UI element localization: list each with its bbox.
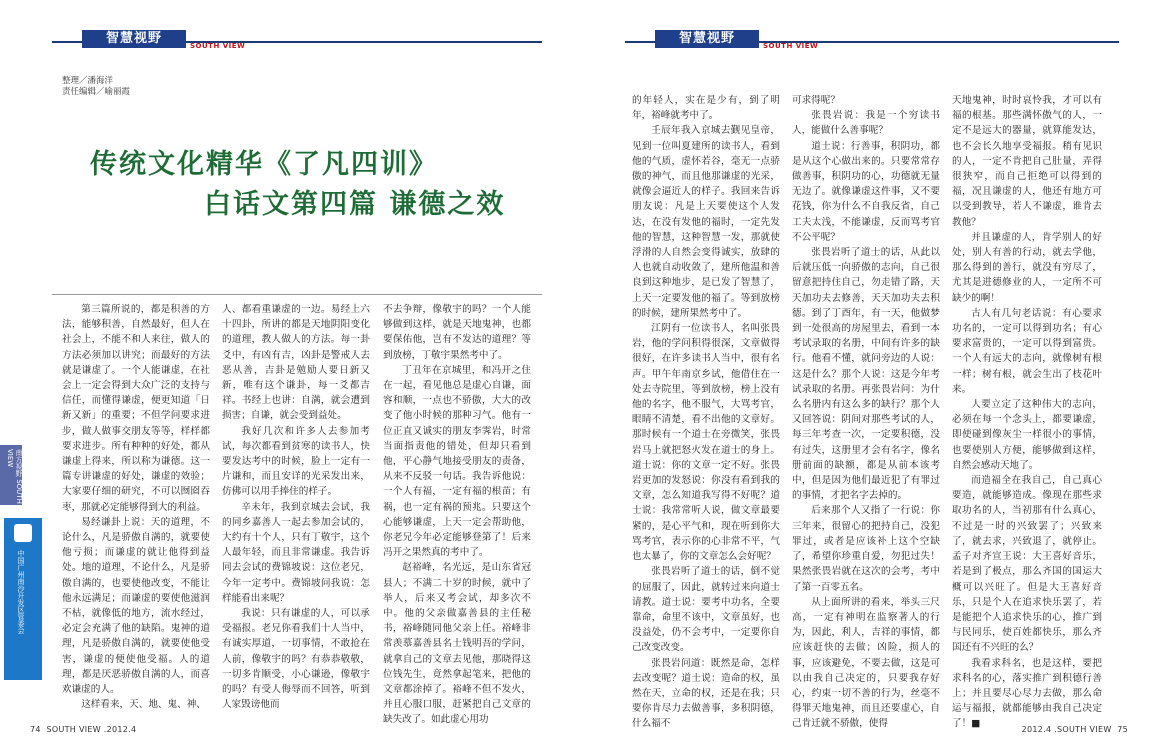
left-folio	[30, 725, 136, 734]
paragraph: 我看求科名，也是这样，要把求科名的心，落实推广到积德行善上；并且要尽心尽力去做，那么命运与福报，就都能够由我自己决定了！■	[952, 657, 1102, 730]
paragraph: 可求得呢？	[792, 95, 840, 106]
right-column-2	[792, 93, 940, 730]
sponsor-logo-icon	[14, 524, 32, 542]
article-title-line1: 传统文化精华《了凡四训》	[90, 149, 438, 180]
paragraph: 天地鬼神，时时哀怜我，才可以有福的根基。那些满怀傲气的人，一定不是远大的器量，就算能发达，也不会长久地享受福报。稍有见识的人，一定不肯把自己肚量，弄得很狭窄，而自己拒绝可以得到的福，况且谦虚的人，他还有地方可以受到教导，若人不谦虚，谁肯去教他？	[952, 95, 1102, 228]
paragraph: 而造福全在我自己，自己真心要造，就能够造成。像现在那些求取功名的人，当初那有什么真心，不过是一时的兴致罢了；兴致来了，就去求，兴致退了，就停止。孟子对齐宣王说：大王喜好音乐，若是到了极点，那么齐国的国运大概可以兴旺了。但是大王喜好音乐，只是个人在追求快乐罢了，若是能把个人追求快乐的心，推广到与民同乐，使百姓都快乐，那么齐国还有不兴旺的么？	[952, 475, 1102, 654]
paragraph: 后来那个人又指了一行说：你三年来，很留心的把持自己，没犯罪过，或者是应该补上这个空缺了，希望你珍重自爱，勿犯过失！果然张畏岩就在这次的会考，考中了第一百零五名。	[792, 505, 940, 593]
credit-editor: 责任编辑／喻丽霞	[62, 87, 131, 97]
paragraph: 并且谦虚的人，肯学别人的好处，别人有善的行动，就去学他，那么得到的善行，就没有穷尽了，尤其是进德修业的人，一定所不可缺少的啊！	[952, 231, 1102, 304]
paragraph: 张畏岩说：我是一个穷读书人，能做什么善事呢？	[792, 110, 940, 137]
section-tag: 智慧视野	[82, 30, 186, 48]
paragraph: 道士说：行善事，积阴功，都是从这个心做出来的。只要常常存做善事，积阴功的心，功德就无量无边了。就像谦虚这件事，又不要花钱，你为什么不自我反省，自己工夫太浅，不能谦虚，反而骂考官不公平呢？	[792, 140, 940, 243]
credits	[62, 76, 130, 98]
right-column-3	[952, 93, 1102, 730]
paragraph: 我好几次和许多人去参加考试，每次都看到贫寒的读书人，快要发达考中的时候，脸上一定有一片谦和，而且安详的光采发出来，仿佛可以用手捧住的样子。	[222, 425, 370, 498]
paragraph: 古人有几句老话说：有心要求功名的，一定可以得到功名；有心要求富贵的，一定可以得到富贵。一个人有远大的志向，就像树有根一样；树有根，就会生出了枝花叶来。	[952, 307, 1102, 395]
left-column-3	[383, 302, 531, 726]
left-column-1	[62, 302, 210, 711]
paragraph: 江阴有一位读书人，名叫张畏岩，他的学问积得很深，文章做得很好，在许多读书人当中，很有名声。甲午年南京乡试，他借住在一处去寺院里，等到放榜，榜上没有他的名字，他不服气，大骂考官，眼睛不清楚，看不出他的文章好。那时候有一个道士在旁微笑，张畏岩马上就把怒火发在道士的身上。道士说：你的文章一定不好。张畏岩更加的发怒说：你没有看到我的文章，怎么知道我写得不好呢？道士说：我常常听人说，做文章最要紧的，是心平气和，现在听到你大骂考官，表示你的心非常不平，气也太暴了，你的文章怎么会好呢？	[632, 323, 780, 563]
left-page-number: 74	[30, 725, 41, 734]
paragraph: 的年轻人，实在是少有，到了明年，裕峰就考中了。	[632, 95, 780, 122]
paragraph: 辛未年，我到京城去会试，我的同乡嘉善人一起去参加会试的，大约有十个人，只有丁敬宇，这个人最年轻，而且非常谦虚。我告诉同去会试的费锦坡说：这位老兄，今年一定考中。费锦坡问我说：怎样能看出来呢？	[222, 501, 370, 604]
paragraph: 不去争辩，像敬宇的吗？一个人能够做到这样，就是天地鬼神，也都要保佑他，岂有不发达的道理？等到放榜，丁敬宇果然考中了。	[383, 304, 531, 361]
right-folio	[1022, 725, 1128, 734]
paragraph: 第三篇所说的，都是积善的方法，能够积善，自然最好，但人在社会上，不能不和人来往，做人的方法必须加以讲究；而最好的方法就是谦虚了。一个人能谦虚，在社会上一定会得到大众广泛的支持与信任，而懂得谦虚，便更知道「日新又新」的重要；不但学问要求进步，做人做事交朋友等等，样样都要求进步。所有种种的好处，都从谦虚上得来，所以称为谦德。这一篇专讲谦虚的好处，谦虚的效验；大家要仔细的研究，不可以囫囵吞枣，那就必定能够得到大的利益。	[62, 304, 210, 513]
right-column-1	[632, 93, 780, 730]
left-column-2	[222, 302, 370, 711]
credit-organizer: 整理／潘海洋	[62, 76, 114, 86]
paragraph: 壬辰年我入京城去觐见皇帝，见到一位叫夏建所的读书人，看到他的气质，虚怀若谷，毫无一点骄傲的神气，而且他那谦虚的光采，就像会逼近人的样子。我回来告诉朋友说：凡是上天要使这个人发达，在没有发他的福时，一定先发他的智慧，这种智慧一发，那就使浮滑的人自然会变得诚实，放肆的人也就自动收敛了，建所他温和善良到这种地步，是已发了智慧了，上天一定要发他的福了。等到放榜的时候，建所果然考中了。	[632, 125, 780, 319]
paragraph: 这样看来，天、地、鬼、神、	[81, 699, 206, 711]
section-subtitle: SOUTH VIEW	[190, 42, 246, 50]
paragraph: 我说：只有谦虚的人，可以承受福报。老兄你看我们十人当中，有诚实厚道，一切事情，不敢抢在人前，像敬宇的吗？有恭恭敬敬，一切多肯顺受，小心谦逊，像敬宇的吗？有受人侮辱而不回答，听到人家毁谤他而	[222, 608, 370, 711]
side-tab-upper-label: 南方视野 SOUTH VIEW	[6, 449, 23, 504]
paragraph: 人、都看重谦虚的一边。易经上六十四卦，所讲的都是天地阴阳变化的道理，教人做人的方法。每一卦爻中，有凶有吉，凶卦是警戒人去恶从善，吉卦是勉励人要日新又新，唯有这个谦卦，每一爻都吉祥。书经上也讲：自满，就会遭到损害；自谦，就会受到益处。	[222, 304, 370, 422]
paragraph: 从上面所讲的看来，举头三尺高，一定有神明在监察著人的行为，因此，利人，吉祥的事情，都应该赶快的去做；凶险，损人的事，应该避免，不要去做，这是可以由我自己决定的，只要我存好心，约束一切不善的行为，丝毫不得罪天地鬼神，而且还要虚心，自己肯迁就不骄傲，使得	[792, 596, 940, 730]
article-title-line2: 白话文第四篇 谦德之效	[204, 189, 506, 220]
left-footer-text: SOUTH VIEW .2012.4	[46, 725, 137, 734]
section-tag: 智慧视野	[655, 30, 759, 48]
paragraph: 张畏岩听了道士的话，从此以后就压低一向骄傲的志向，自己很留意把持住自己，勿走错了路，天天加功夫去修善，天天加功夫去积德。到了丁酉年，有一天，他做梦到一处很高的房屋里去，看到一本考试录取的名册，中间有许多的缺行。他看不懂，就问旁边的人说：这是什么？那个人说：这是今年考试录取的名册。再张畏岩问：为什么名册内有这么多的缺行？那个人又回答说：阴间对那些考试的人，每三年考查一次，一定要积德，没有过失，这册里才会有名字，像名册前面的缺额，都是从前本该考中，但是因为他们最近犯了有罪过的事情，才把名字去掉的。	[792, 247, 940, 502]
paragraph: 赵裕峰，名光远，是山东省冠县人；不满二十岁的时候，就中了举人，后来又考会试，却多次不中。他的父亲做嘉善县的主任秘书，裕峰随同他父亲上任。裕峰非常羡慕嘉善县名士钱明吾的学问，就拿自己的文章去见他，那晓得这位钱先生，竟然拿起笔来，把他的文章都涂掉了。裕峰不但不发火，并且心服口服，赶紧把自己文章的缺失改了。如此虚心用功	[383, 562, 531, 726]
side-tab-lower	[4, 518, 42, 680]
paragraph: 易经谦卦上说：天的道理，不论什么，凡是骄傲自满的，就要使他亏损；而谦虚的就让他得到益处。地的道理，不论什么，凡是骄傲自满的，也要使他改变，不能让他永远满足；而谦虚的要使他滋润不枯，就像低的地方，流水经过，必定会充满了他的缺陷。鬼神的道理，凡是骄傲自满的，就要使他受害，谦虚的便使他受福。人的道理，都是厌恶骄傲自满的人，而喜欢谦虚的人。	[62, 516, 210, 696]
paragraph: 张畏岩问道：既然是命，怎样去改变呢？道士说：造命的权，虽然在天，立命的权，还是在我；只要你肯尽力去做善事，多积阴德，什么福不	[632, 657, 780, 730]
title-rule	[52, 294, 542, 295]
right-page-number: 75	[1117, 725, 1128, 734]
paragraph: 丁丑年在京城里，和冯开之住在一起，看见他总是虚心自谦，面容和顺，一点也不骄傲，大大的改变了他小时候的那种习气。他有一位正直又诚实的朋友李霁岩，时常当面指责他的错处，但却只看到他，平心静气地接受朋友的责备，从来不反驳一句话。我告诉他说：一个人有福，一定有福的根苗；有祸，也一定有祸的预兆。只要这个心能够谦虚，上天一定会帮助他，你老兄今年必定能够登第了！后来冯开之果然真的考中了。	[383, 364, 531, 559]
side-tab-upper	[0, 445, 22, 505]
side-tab-lower-label: 中国广州南沙开发区管委会	[17, 550, 25, 634]
right-page	[579, 0, 1158, 750]
paragraph: 人要立定了这种伟大的志向，必须在每一个念头上，都要谦虚，即使碰到像灰尘一样很小的事情，也要使别人方便，能够做到这样，自然会感动天地了。	[952, 399, 1102, 471]
right-footer-text: 2012.4 .SOUTH VIEW	[1021, 725, 1112, 734]
section-subtitle: SOUTH VIEW	[763, 42, 819, 50]
paragraph: 张畏岩听了道士的话，倒不觉的屈服了，因此，就转过来向道士请教。道士说：要考中功名，全要靠命，命里不该中，文章虽好，也没益处，仍不会考中，一定要你自己改变改变。	[632, 566, 780, 654]
